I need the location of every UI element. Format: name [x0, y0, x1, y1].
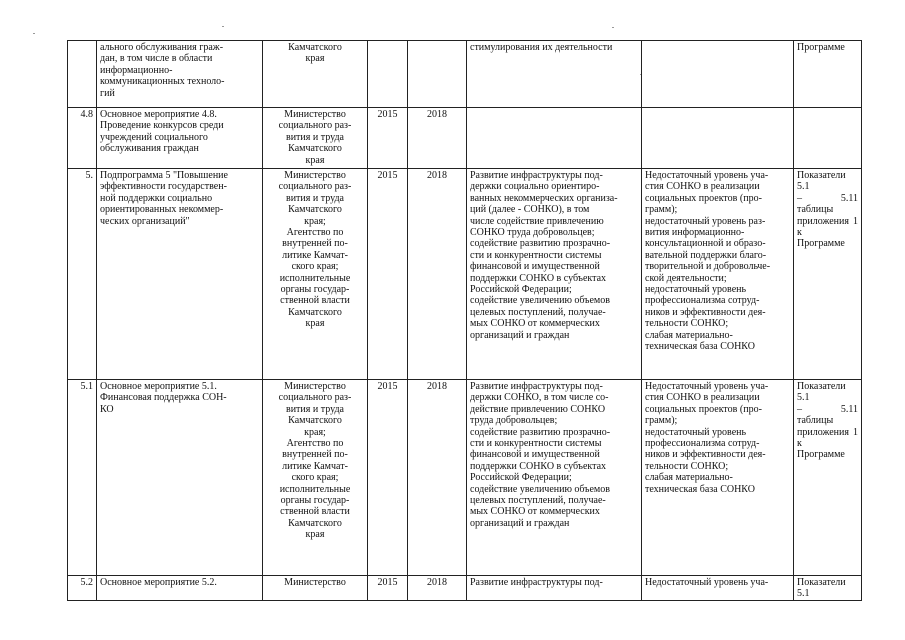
indicator: Показатели 5.1 – 5.11 таблицы приложения 1 к Программе — [797, 170, 858, 250]
end-year-cell — [408, 576, 467, 601]
risk-cell — [642, 576, 794, 601]
executor-cell — [263, 108, 368, 169]
end-year: 2018 — [427, 381, 447, 392]
executor-cell — [263, 169, 368, 380]
expected-result-cell — [467, 108, 642, 169]
measure-name: Основное мероприятие 5.2. — [100, 577, 217, 588]
start-year: 2015 — [377, 170, 398, 181]
expected-result-cell — [467, 576, 642, 601]
start-year-cell — [368, 169, 408, 380]
start-year: 2015 — [377, 109, 398, 120]
measure-name: ального обслуживания граж- дан, в том числе в области информационно- коммуникационных техноло- гий — [100, 42, 225, 99]
executor: Министерство — [284, 577, 346, 588]
executor-cell — [263, 380, 368, 576]
measure-name-cell — [97, 41, 263, 108]
risk-cell — [642, 380, 794, 576]
table-row — [68, 108, 862, 169]
start-year-cell — [368, 380, 408, 576]
start-year: 2015 — [377, 577, 398, 588]
expected-result-cell — [467, 169, 642, 380]
row-number-cell — [68, 576, 97, 601]
indicator: Программе — [797, 42, 845, 53]
table-row — [68, 576, 862, 601]
risk-cell — [642, 41, 794, 108]
measure-name: Основное мероприятие 5.1. Финансовая поддержка СОН- КО — [100, 381, 227, 415]
row-number-cell — [68, 41, 97, 108]
measure-name: Основное мероприятие 4.8. Проведение конкурсов среди учреждений социального обслуживания граждан — [100, 109, 224, 155]
executor: Камчатского края — [288, 42, 342, 65]
risk-cell — [642, 169, 794, 380]
expected-result: Развитие инфраструктуры под- — [470, 577, 603, 588]
indicator-cell — [794, 380, 862, 576]
executor: Министерство социального раз- вития и труда Камчатского края; Агентство по внутренней по- литике Камчат- ского края; исполнительные органы государ- ственной власти Камчатского края — [278, 381, 352, 541]
end-year: 2018 — [427, 577, 447, 588]
measure-name-cell — [97, 576, 263, 601]
end-year-cell — [408, 108, 467, 169]
start-year: 2015 — [377, 381, 398, 392]
table-row — [68, 169, 862, 380]
row-number-cell — [68, 108, 97, 169]
indicator-cell — [794, 41, 862, 108]
table-row — [68, 41, 862, 108]
row-number-cell — [68, 169, 97, 380]
risk: Недостаточный уровень уча- стия СОНКО в реализации социальных проектов (про- грамм); недостаточный уровень профессионализма сотруд- ников и эффективности дея- тельности СОНКО; слабая материально- техническая база СОНКО — [645, 381, 769, 495]
expected-result: Развитие инфраструктуры под- держки социально ориентиро- ванных некоммерческих организа- ций (далее - СОНКО), в том числе содействие привлечению СОНКО труда добровольцев; содействие развитию прозрачно- сти и конкурентности системы финансовой и имущественной поддержки СОНКО в субъектах Российской Федерации; содействие увеличению объемов целевых поступлений, получае- мых СОНКО от коммерческих организаций и граждан — [470, 170, 618, 341]
end-year: 2018 — [427, 109, 447, 120]
expected-result: Развитие инфраструктуры под- держки СОНКО, в том числе со- действие привлечению СОНКО труда добровольцев; содействие развитию прозрачно- сти и конкурентности системы финансовой и имущественной поддержки СОНКО в субъектах Российской Федерации; содействие увеличению объемов целевых поступлений, получае- мых СОНКО от коммерческих организаций и граждан — [470, 381, 611, 529]
start-year-cell — [368, 41, 408, 108]
table-row — [68, 380, 862, 576]
indicator-cell — [794, 576, 862, 601]
end-year: 2018 — [427, 170, 447, 181]
executor: Министерство социального раз- вития и труда Камчатского края — [278, 109, 352, 166]
row-number: 5.1 — [80, 381, 93, 392]
row-number: 4.8 — [80, 109, 93, 120]
executor-cell — [263, 41, 368, 108]
scan-speck — [222, 26, 224, 27]
row-number: 5. — [85, 170, 93, 181]
row-number: 5.2 — [80, 577, 93, 588]
executor: Министерство социального раз- вития и труда Камчатского края; Агентство по внутренней по- литике Камчат- ского края; исполнительные органы государ- ственной власти Камчатского края — [278, 170, 352, 330]
indicator-cell — [794, 169, 862, 380]
scan-speck — [612, 27, 614, 28]
risk: Недостаточный уровень уча- — [645, 577, 769, 588]
end-year-cell — [408, 380, 467, 576]
measure-name-cell — [97, 169, 263, 380]
risk: Недостаточный уровень уча- стия СОНКО в реализации социальных проектов (про- грамм); недостаточный уровень раз- вития информационно- консультационной и образо- вательной поддержки благо- творительной и добровольче- ской деятельности; недостаточный уровень профессионализма сотруд- ников и эффективности дея- тельности СОНКО; слабая материально- техническая база СОНКО — [645, 170, 771, 353]
measure-name: Подпрограмма 5 "Повышение эффективности государствен- ной поддержки социально ориентированных некоммер- ческих организаций" — [100, 170, 228, 227]
measure-name-cell — [97, 380, 263, 576]
row-number-cell — [68, 380, 97, 576]
indicator: Показатели 5.1 — [797, 577, 846, 600]
measure-name-cell — [97, 108, 263, 169]
expected-result-cell — [467, 380, 642, 576]
end-year-cell — [408, 169, 467, 380]
expected-result-cell — [467, 41, 642, 108]
scan-speck — [33, 33, 35, 34]
end-year-cell — [408, 41, 467, 108]
start-year-cell — [368, 576, 408, 601]
program-measures-table — [67, 40, 862, 601]
indicator-cell — [794, 108, 862, 169]
risk-cell — [642, 108, 794, 169]
expected-result: стимулирования их деятельности — [470, 42, 613, 53]
executor-cell — [263, 576, 368, 601]
start-year-cell — [368, 108, 408, 169]
indicator: Показатели 5.1 – 5.11 таблицы приложения 1 к Программе — [797, 381, 858, 461]
